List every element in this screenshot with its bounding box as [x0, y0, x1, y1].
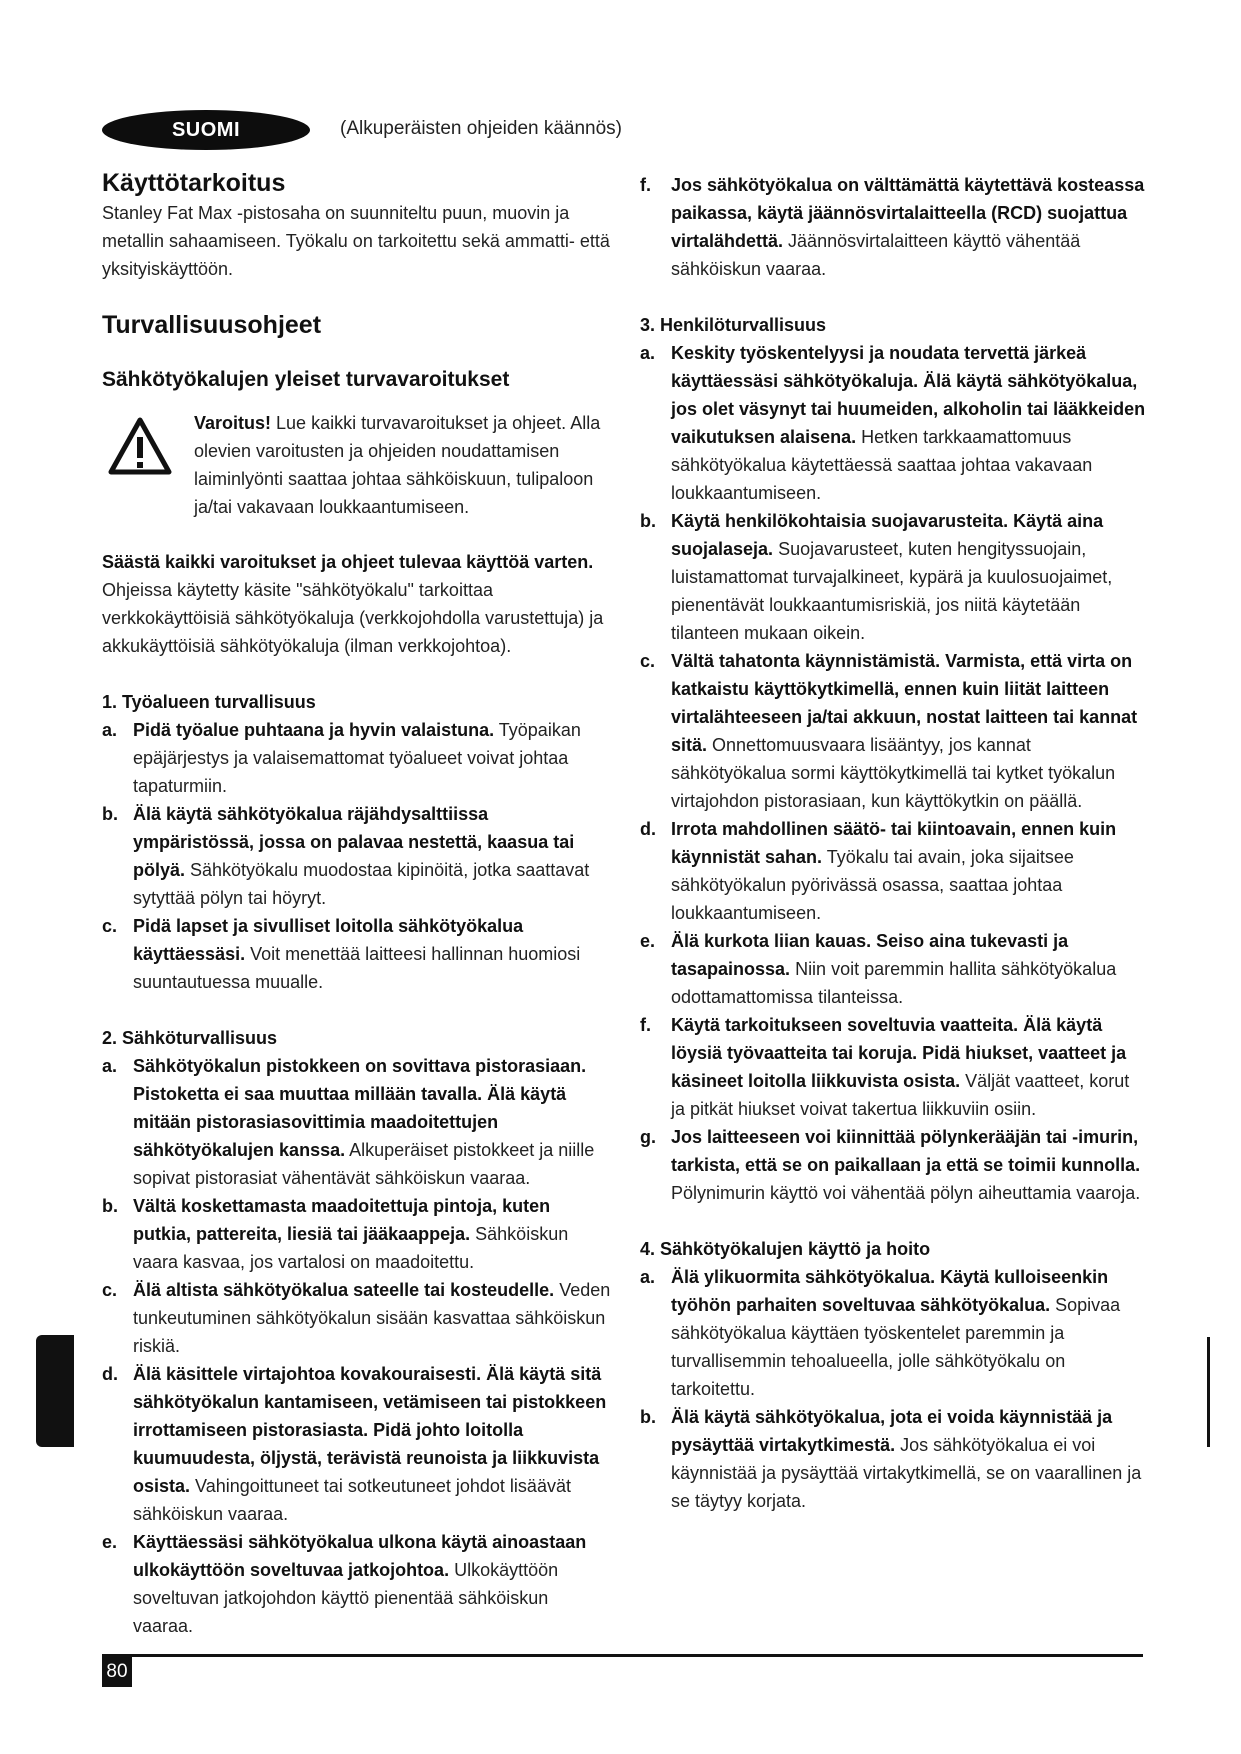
right-column — [640, 171, 1148, 1515]
intended-use-text: Stanley Fat Max -pistosaha on suunniteltu puun, muovin ja metallin sahaamiseen. Työkalu on tarkoitettu sekä ammatti- että yksityiskäyttöön. — [102, 203, 610, 279]
list-item: b. Älä käytä sähkötyökalua räjähdysalttiissa ympäristössä, jossa on palavaa nestettä, kaasua tai pölyä. Sähkötyökalu muodostaa kipinöitä, jotka saattavat sytyttää pölyn tai höyryt. — [102, 804, 590, 908]
section-title-personal-safety: 3. Henkilöturvallisuus — [640, 315, 827, 335]
list-item: c. Vältä tahatonta käynnistämistä. Varmista, että virta on katkaistu käyttökytkimellä, ennen kuin liität laitteen virtalähteeseen ja/tai akkuun, nostat laitteen tai kannat sitä. Onnettomuusvaara lisääntyy, jos kannat sähkötyökalua sormi käyttökytkimellä tai kytket työkalun virtajohdon pistorasiaan, kun käyttökytkin on päällä. — [640, 651, 1138, 811]
intended-use-heading: Käyttötarkoitus — [102, 169, 286, 197]
list-item: d. Irrota mahdollinen säätö- tai kiintoavain, ennen kuin käynnistät sahan. Työkalu tai avain, joka sijaitsee sähkötyökalun pyörivässä osassa, saattaa johtaa loukkaantumiseen. — [640, 819, 1117, 923]
change-bar — [1207, 1337, 1210, 1447]
section-title-electrical: 2. Sähköturvallisuus — [102, 1028, 278, 1048]
list-item: f. Jos sähkötyökalua on välttämättä käytettävä kosteassa paikassa, käytä jäännösvirtalaitteella (RCD) suojattua virtalähdettä. Jäännösvirtalaitteen käyttö vähentää sähköiskun vaaraa. — [640, 175, 1145, 279]
language-side-tab — [36, 1335, 74, 1447]
warning-label: Varoitus! — [194, 413, 272, 433]
warning-block — [102, 409, 612, 521]
warning-triangle-icon — [108, 417, 172, 475]
safety-heading: Turvallisuusohjeet — [102, 311, 322, 339]
list-item: g. Jos laitteeseen voi kiinnittää pölynkerääjän tai -imurin, tarkista, että se on paikallaan ja että se toimii kunnolla. Pölynimurin käyttö voi vähentää pölyn aiheuttamia vaaroja. — [640, 1127, 1141, 1203]
list-item: c. Älä altista sähkötyökalua sateelle tai kosteudelle. Veden tunkeutuminen sähkötyökalun sisään kasvattaa sähköiskun riskiä. — [102, 1280, 611, 1356]
page-number: 80 — [102, 1657, 132, 1687]
section-title-work-area: 1. Työalueen turvallisuus — [102, 692, 316, 712]
list-item: a. Sähkötyökalun pistokkeen on sovittava pistorasiaan. Pistoketta ei saa muuttaa millään tavalla. Älä käytä mitään pistorasiasovittimia maadoitettujen sähkötyökalujen kanssa. Alkuperäiset pistokkeet ja niille sopivat pistorasiat vähentävät sähköiskun vaaraa. — [102, 1056, 595, 1188]
general-warnings-heading: Sähkötyökalujen yleiset turvavaroitukset — [102, 368, 510, 391]
translation-note: (Alkuperäisten ohjeiden käännös) — [340, 118, 623, 139]
list-item: c. Pidä lapset ja sivulliset loitolla sähkötyökalua käyttäessäsi. Voit menettää laitteesi hallinnan huomiosi suuntautuessa muualle. — [102, 916, 581, 992]
save-instructions: Säästä kaikki varoitukset ja ohjeet tulevaa käyttöä varten. Ohjeissa käytetty käsite "sähkötyökalu" tarkoittaa verkkokäyttöisiä sähkötyökaluja (verkkojohdolla varustettuja) ja akkukäyttöisiä sähkötyökaluja (ilman verkkojohtoa). — [102, 552, 604, 656]
list-item: e. Käyttäessäsi sähkötyökalua ulkona käytä ainoastaan ulkokäyttöön soveltuvaa jatkojohtoa. Ulkokäyttöön soveltuvan jatkojohdon käyttö pienentää sähköiskun vaaraa. — [102, 1532, 587, 1636]
list-item: b. Vältä koskettamasta maadoitettuja pintoja, kuten putkia, pattereita, liesiä tai jääkaappeja. Sähköiskun vaara kasvaa, jos vartalosi on maadoitettu. — [102, 1196, 569, 1272]
list-item: f. Käytä tarkoitukseen soveltuvia vaatteita. Älä käytä löysiä työvaatteita tai koruja. Pidä hiukset, vaatteet ja käsineet loitolla liikkuvista osista. Väljät vaatteet, korut ja pitkät hiukset voivat takertua liikkuviin osiin. — [640, 1015, 1130, 1119]
left-column — [102, 168, 612, 1640]
section-title-tool-use: 4. Sähkötyökalujen käyttö ja hoito — [640, 1239, 931, 1259]
list-item: a. Älä ylikuormita sähkötyökalua. Käytä kulloiseenkin työhön parhaiten soveltuvaa sähkötyökalua. Sopivaa sähkötyökalua käyttäen työskentelet paremmin ja turvallisemmin tehoalueella, jolle sähkötyökalu on tarkoitettu. — [640, 1267, 1121, 1399]
list-item: a. Keskity työskentelyysi ja noudata tervettä järkeä käyttäessäsi sähkötyökaluja. Älä käytä sähkötyökalua, jos olet väsynyt tai huumeiden, alkoholin tai lääkkeiden vaikutuksen alaisena. Hetken tarkkaamattomuus sähkötyökalua käytettäessä saattaa johtaa vakavaan loukkaantumiseen. — [640, 343, 1146, 503]
list-item: b. Käytä henkilökohtaisia suojavarusteita. Käytä aina suojalaseja. Suojavarusteet, kuten hengityssuojain, luistamattomat turvajalkineet, kypärä ja kuulosuojaimet, pienentävät loukkaantumisriskiä, jos niitä käytetään tilanteen mukaan oikein. — [640, 511, 1113, 643]
list-item: a. Pidä työalue puhtaana ja hyvin valaistuna. Työpaikan epäjärjestys ja valaisemattomat työalueet voivat johtaa tapaturmiin. — [102, 720, 581, 796]
list-item: e. Älä kurkota liian kauas. Seiso aina tukevasti ja tasapainossa. Niin voit paremmin hallita sähkötyökalua odottamattomissa tilanteissa. — [640, 931, 1117, 1007]
footer-rule — [102, 1654, 1143, 1657]
warning-text: Varoitus! Lue kaikki turvavaroitukset ja ohjeet. Alla olevien varoitusten ja ohjeiden noudattamisen laiminlyönti saattaa johtaa sähköiskuun, tulipaloon ja/tai vakavaan loukkaantumiseen. — [194, 413, 601, 517]
language-badge: SUOMI — [102, 110, 310, 150]
list-item: d. Älä käsittele virtajohtoa kovakouraisesti. Älä käytä sitä sähkötyökalun kantamiseen, vetämiseen tai pistokkeen irrottamiseen pistorasiasta. Pidä johto loitolla kuumuudesta, öljystä, terävistä reunoista ja liikkuvista osista. Vahingoittuneet tai sotkeutuneet johdot lisäävät sähköiskun vaaraa. — [102, 1364, 607, 1524]
list-item: b. Älä käytä sähkötyökalua, jota ei voida käynnistää ja pysäyttää virtakytkimestä. Jos sähkötyökalua ei voi käynnistää ja pysäyttää virtakytkimellä, se on vaarallinen ja se täytyy korjata. — [640, 1407, 1142, 1511]
